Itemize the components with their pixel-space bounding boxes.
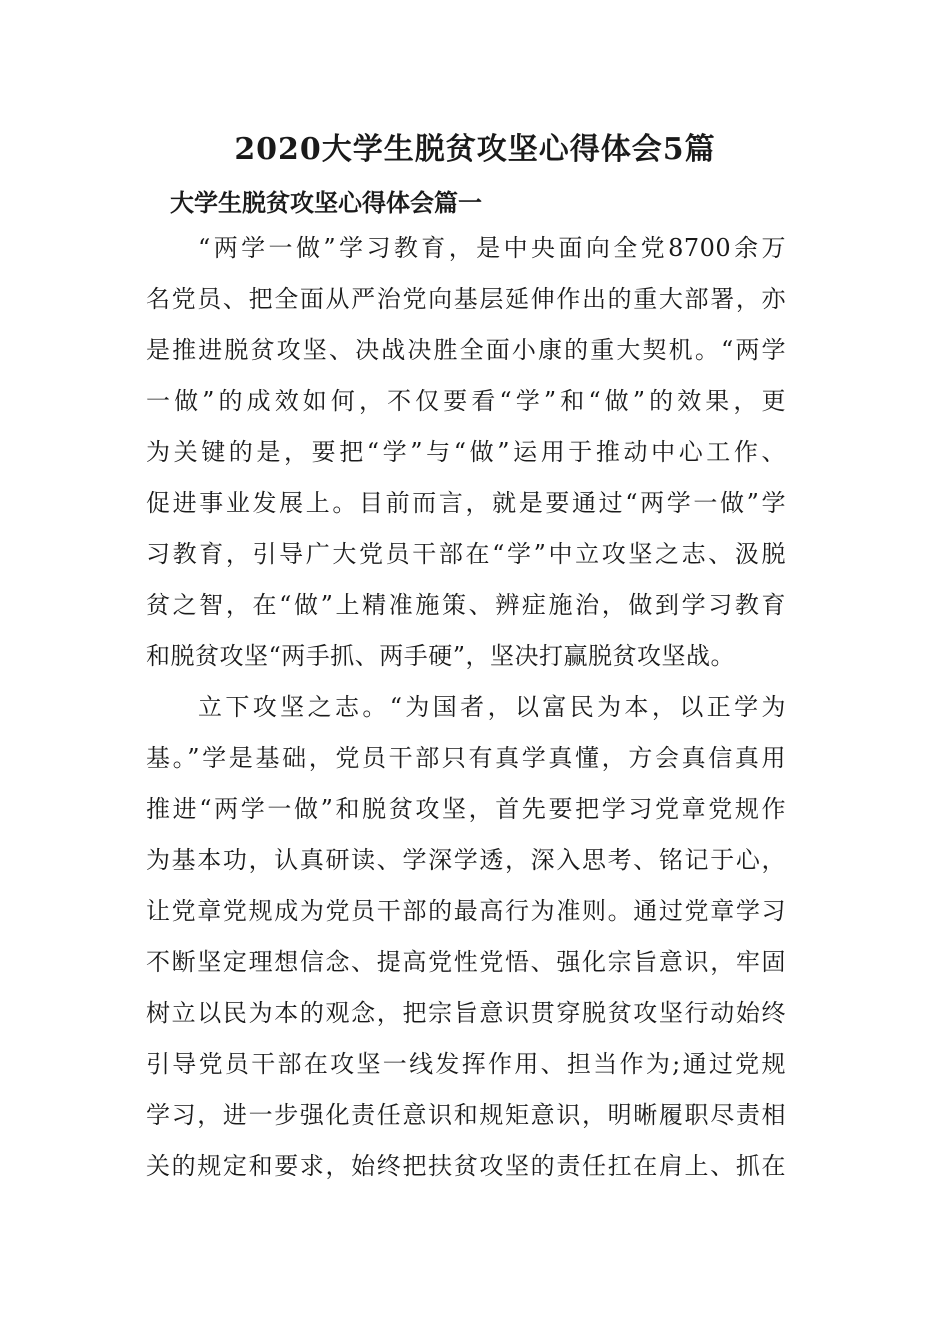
- paragraph-2-line: 不断坚定理想信念、提高党性党悟、强化宗旨意识，牢固: [146, 948, 786, 976]
- paragraph-1-line: 一做”的成效如何，不仅要看“学”和“做”的效果，更: [146, 387, 786, 415]
- paragraph-2-line: 树立以民为本的观念，把宗旨意识贯穿脱贫攻坚行动始终: [146, 999, 786, 1027]
- paragraph-2-line: 引导党员干部在攻坚一线发挥作用、担当作为;通过党规: [146, 1050, 786, 1078]
- paragraph-1-line: 和脱贫攻坚“两手抓、两手硬”，坚决打赢脱贫攻坚战。: [146, 642, 736, 670]
- paragraph-2-line: 为基本功，认真研读、学深学透，深入思考、铭记于心，: [146, 846, 786, 874]
- paragraph-2-line: 让党章党规成为党员干部的最高行为准则。通过党章学习: [146, 897, 786, 925]
- paragraph-2-line: 推进“两学一做”和脱贫攻坚，首先要把学习党章党规作: [146, 795, 786, 823]
- section-title: 大学生脱贫攻坚心得体会篇一: [170, 188, 482, 217]
- paragraph-1-line: 是推进脱贫攻坚、决战决胜全面小康的重大契机。“两学: [146, 336, 786, 364]
- paragraph-2-line: 立下攻坚之志。“为国者，以富民为本，以正学为: [198, 693, 786, 721]
- paragraph-1-line: 促进事业发展上。目前而言，就是要通过“两学一做”学: [146, 489, 786, 517]
- paragraph-2-line: 学习，进一步强化责任意识和规矩意识，明晰履职尽责相: [146, 1101, 786, 1129]
- paragraph-1-line: 名党员、把全面从严治党向基层延伸作出的重大部署，亦: [146, 285, 786, 313]
- paragraph-2-line: 关的规定和要求，始终把扶贫攻坚的责任扛在肩上、抓在: [146, 1152, 786, 1180]
- paragraph-1-line: 习教育，引导广大党员干部在“学”中立攻坚之志、汲脱: [146, 540, 786, 568]
- paragraph-2-line: 基。”学是基础，党员干部只有真学真懂，方会真信真用: [146, 744, 786, 772]
- paragraph-1-line: 为关键的是，要把“学”与“做”运用于推动中心工作、: [146, 438, 786, 466]
- paragraph-1-line: “两学一做”学习教育，是中央面向全党8700余万: [198, 234, 786, 262]
- paragraph-1-line: 贫之智，在“做”上精准施策、辨症施治，做到学习教育: [146, 591, 786, 619]
- document-title: 2020大学生脱贫攻坚心得体会5篇: [234, 132, 716, 167]
